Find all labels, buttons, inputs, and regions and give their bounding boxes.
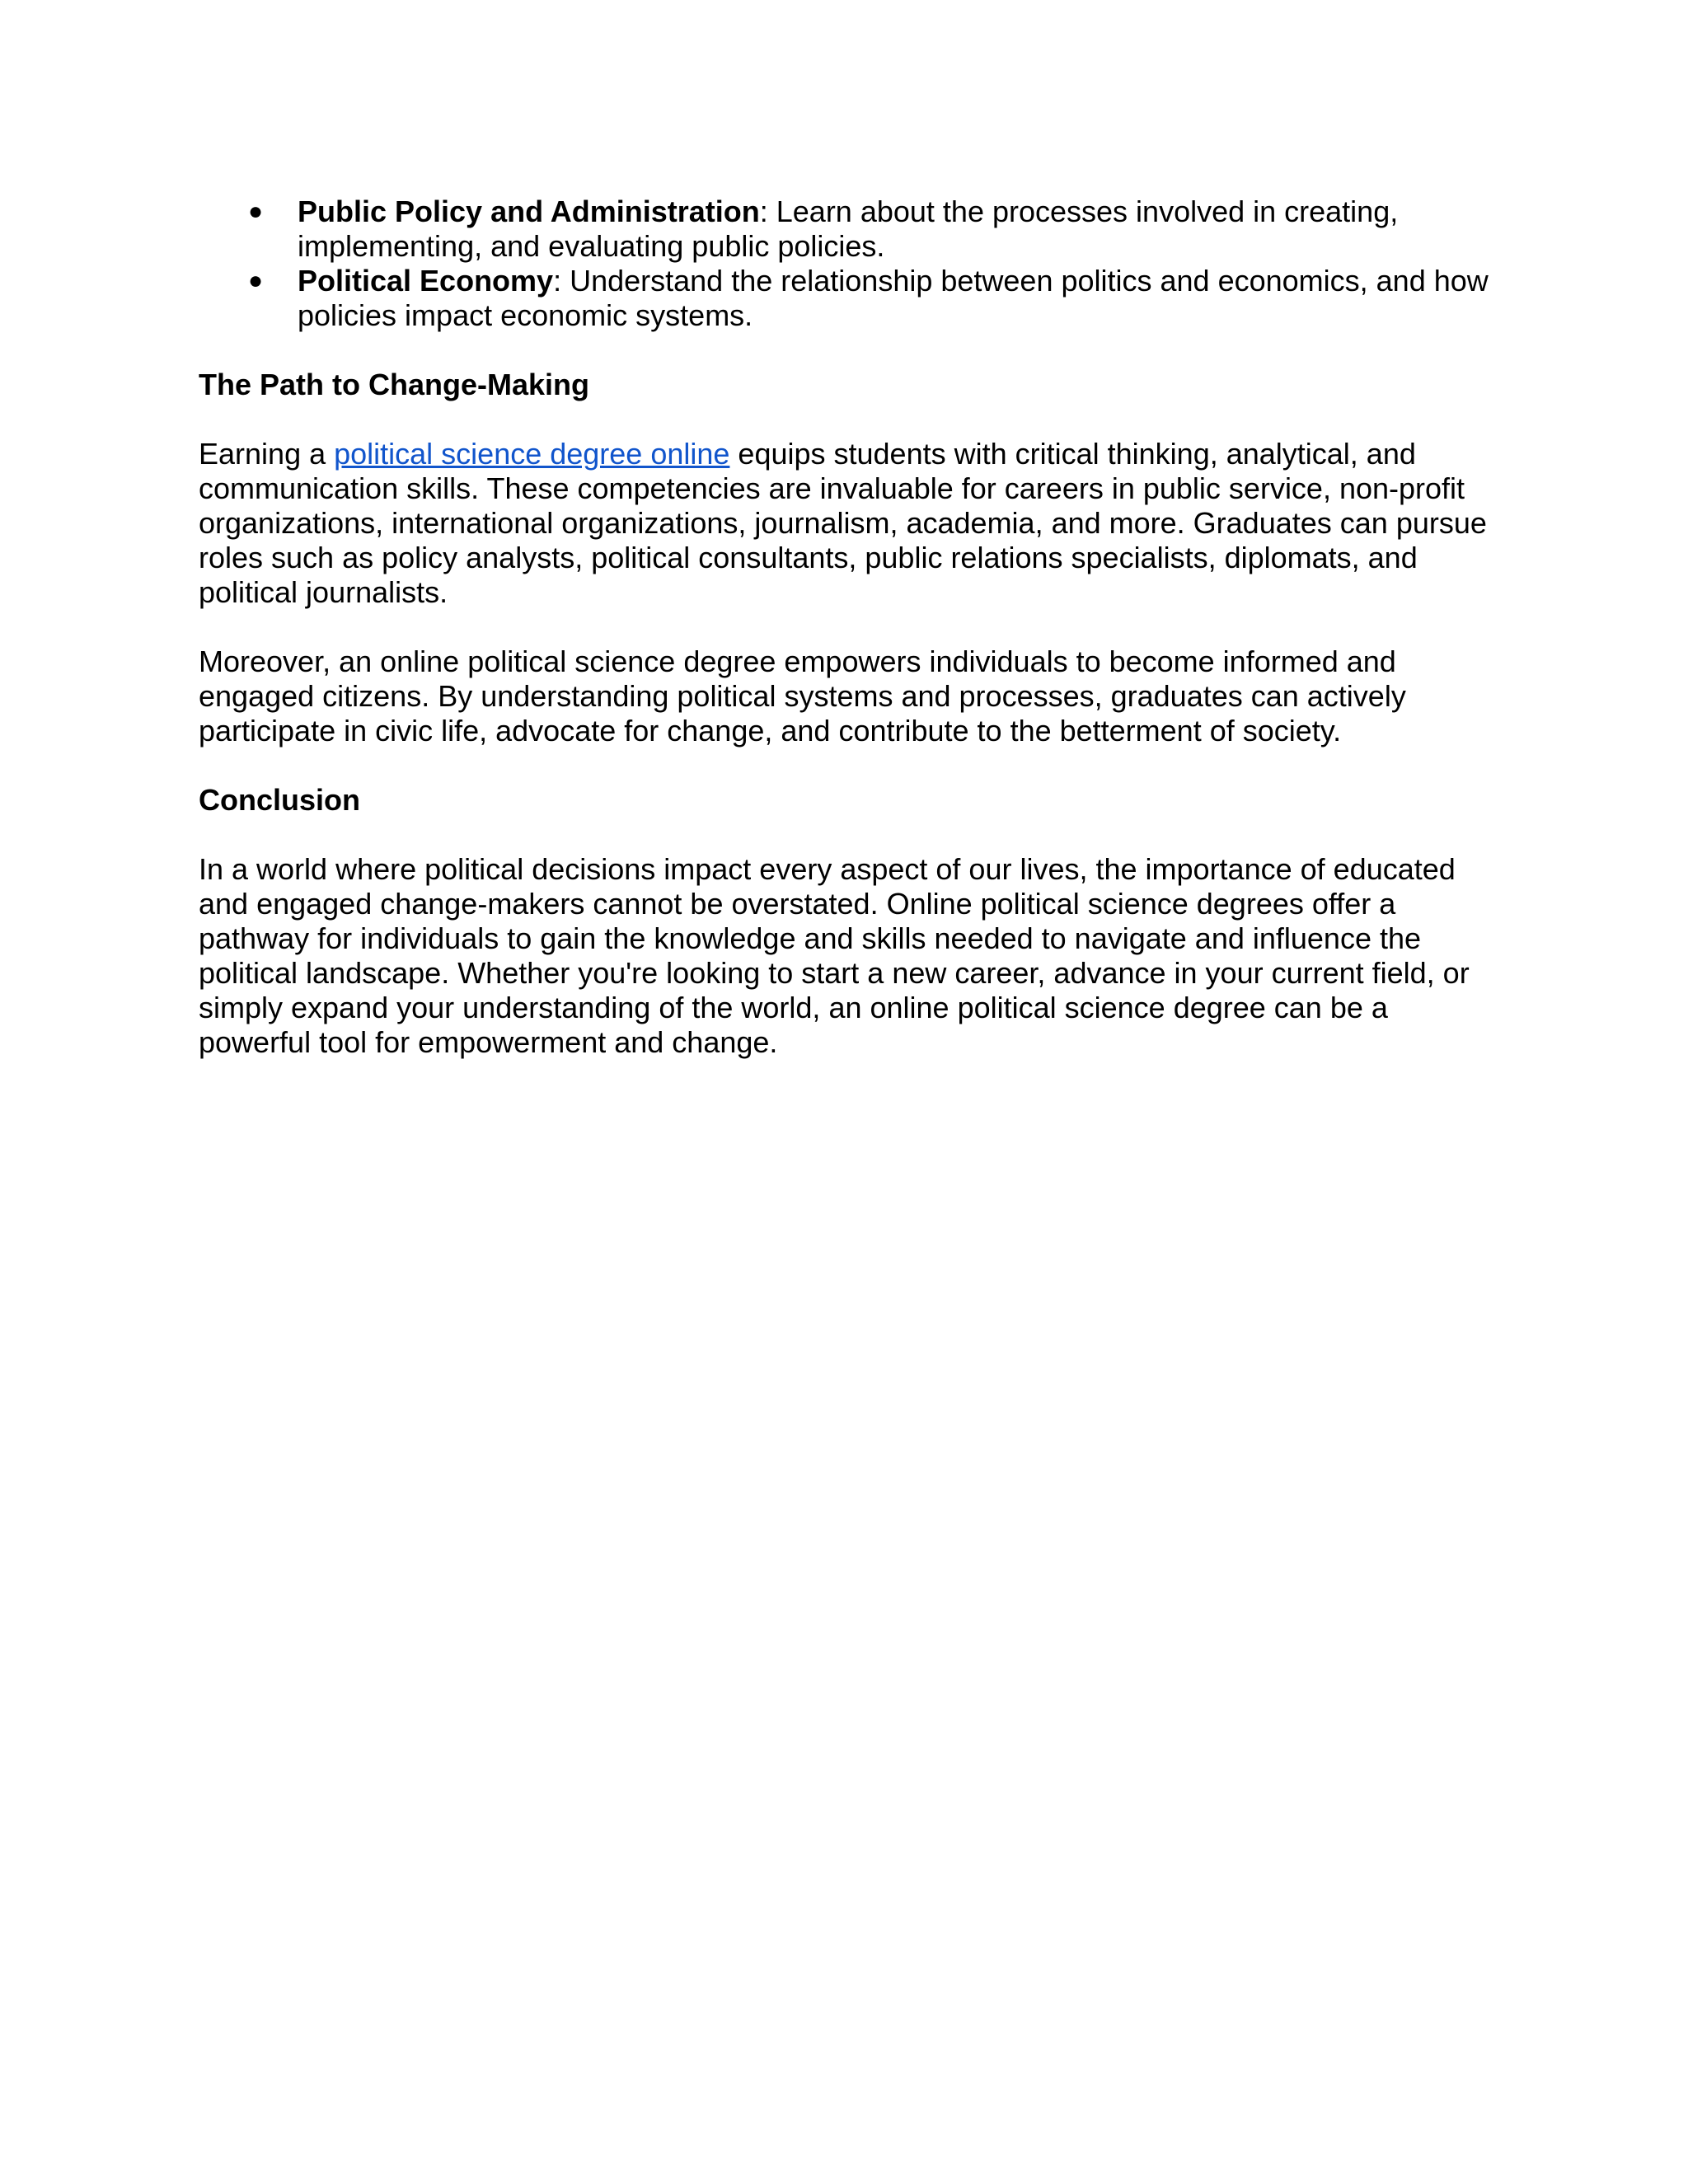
bullet-icon: ● bbox=[248, 267, 264, 294]
list-item bbox=[199, 194, 1501, 264]
list-item-term: Public Policy and Administration bbox=[298, 194, 760, 228]
topic-list bbox=[199, 194, 1501, 333]
document-body bbox=[199, 194, 1501, 1060]
paragraph-text: Earning a bbox=[199, 437, 335, 471]
degree-online-link[interactable]: political science degree online bbox=[334, 437, 730, 471]
list-item-text: : Learn about the processes involved in creating, implementing, and evaluating public policies. bbox=[298, 194, 1399, 263]
paragraph-conclusion: In a world where political decisions impact every aspect of our lives, the importance of educated and engaged change-makers cannot be overstated. Online political science degrees offer a pathway for individuals to gain the knowledge and skills needed to navigate and influence the political landscape. Whether you're looking to start a new career, advance in your current field, or simply expand your understanding of the world, an online political science degree can be a powerful tool for empowerment and change. bbox=[199, 852, 1470, 1059]
paragraph-moreover: Moreover, an online political science degree empowers individuals to become informed and engaged citizens. By understanding political systems and processes, graduates can actively participate in civic life, advocate for change, and contribute to the betterment of society. bbox=[199, 644, 1406, 748]
list-item-text: : Understand the relationship between politics and economics, and how policies impact economic systems. bbox=[298, 264, 1489, 332]
paragraph-earning bbox=[199, 437, 1501, 610]
section-heading-conclusion: Conclusion bbox=[199, 783, 360, 817]
paragraph-text: equips students with critical thinking, analytical, and communication skills. These competencies are invaluable for careers in public service, non-profit organizations, international organizations, journalism, academia, and more. Graduates can pursue roles such as policy analysts, political consultants, public relations specialists, diplomats, and political journalists. bbox=[199, 437, 1487, 609]
list-item bbox=[199, 264, 1501, 333]
bullet-icon: ● bbox=[248, 198, 264, 225]
list-item-term: Political Economy bbox=[298, 264, 554, 298]
section-heading-path: The Path to Change-Making bbox=[199, 368, 590, 401]
